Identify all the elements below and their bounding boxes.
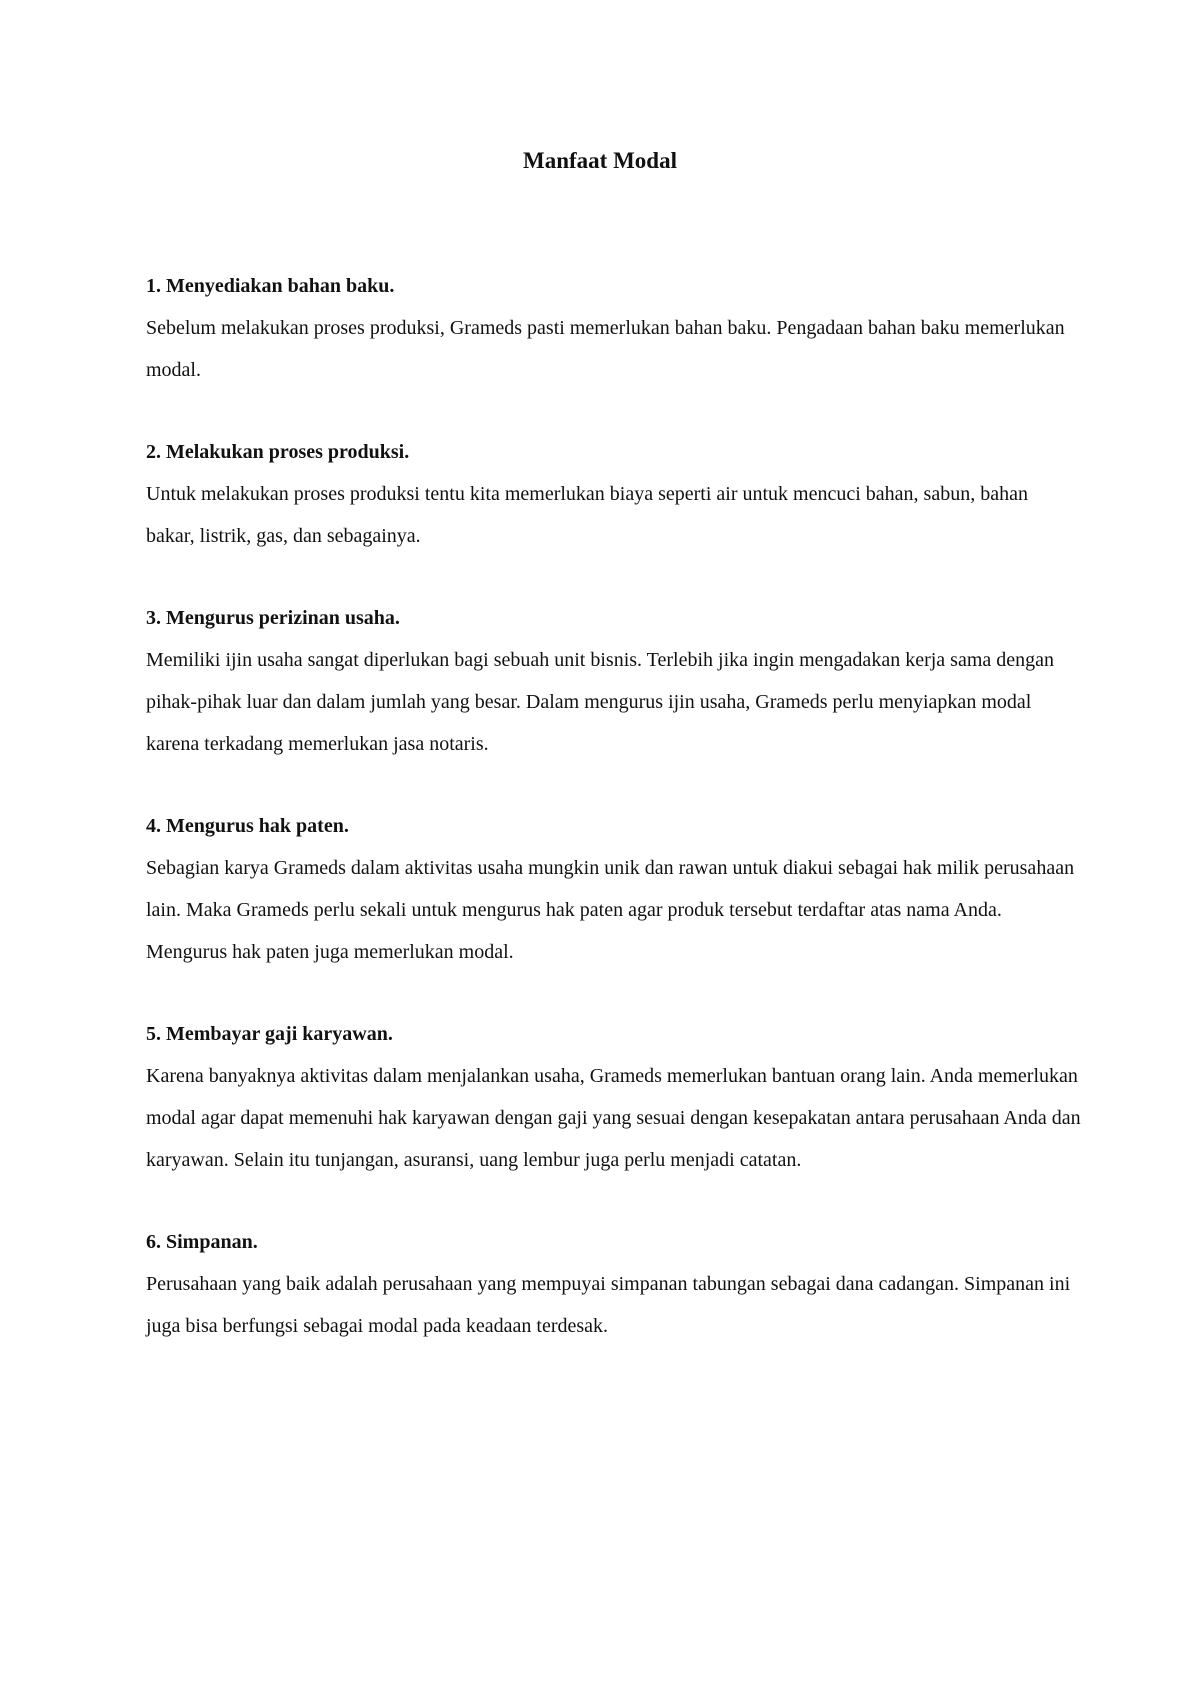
section-heading: [146, 1221, 1081, 1263]
section-body: Untuk melakukan proses produksi tentu kita memerlukan biaya seperti air untuk mencuci bahan, sabun, bahan bakar, listrik, gas, dan sebagainya.: [146, 483, 1028, 547]
section-heading-text: Mengurus perizinan usaha.: [166, 607, 400, 629]
section-number: 2.: [146, 441, 161, 463]
benefit-list: [146, 265, 1081, 1387]
section-heading-text: Simpanan.: [166, 1231, 258, 1253]
section-number: 1.: [146, 275, 161, 297]
section-body: Memiliki ijin usaha sangat diperlukan bagi sebuah unit bisnis. Terlebih jika ingin mengadakan kerja sama dengan pihak-pihak luar dan dalam jumlah yang besar. Dalam mengurus ijin usaha, Grameds perlu menyiapkan modal karena terkadang memerlukan jasa notaris.: [146, 649, 1055, 755]
benefit-section-4: [146, 805, 1081, 973]
section-body: Sebelum melakukan proses produksi, Grameds pasti memerlukan bahan baku. Pengadaan bahan baku memerlukan modal.: [146, 317, 1065, 381]
benefit-section-5: [146, 1013, 1081, 1181]
document-title: Manfaat Modal: [523, 148, 677, 173]
section-body: Karena banyaknya aktivitas dalam menjalankan usaha, Grameds memerlukan bantuan orang lain. Anda memerlukan modal agar dapat memenuhi hak karyawan dengan gaji yang sesuai dengan kesepakatan antara perusahaan Anda dan karyawan. Selain itu tunjangan, asuransi, uang lembur juga perlu menjadi catatan.: [146, 1065, 1081, 1171]
section-number: 4.: [146, 815, 161, 837]
section-heading-text: Melakukan proses produksi.: [166, 441, 410, 463]
section-heading: [146, 805, 1081, 847]
section-heading-text: Mengurus hak paten.: [166, 815, 349, 837]
benefit-section-6: [146, 1221, 1081, 1347]
benefit-section-3: [146, 597, 1081, 765]
section-heading: [146, 431, 1081, 473]
section-heading: [146, 597, 1081, 639]
section-heading: [146, 1013, 1081, 1055]
section-heading-text: Menyediakan bahan baku.: [166, 275, 395, 297]
section-body: Sebagian karya Grameds dalam aktivitas usaha mungkin unik dan rawan untuk diakui sebagai hak milik perusahaan lain. Maka Grameds perlu sekali untuk mengurus hak paten agar produk tersebut terdaftar atas nama Anda. Mengurus hak paten juga memerlukan modal.: [146, 857, 1075, 963]
section-number: 5.: [146, 1023, 161, 1045]
section-body: Perusahaan yang baik adalah perusahaan yang mempuyai simpanan tabungan sebagai dana cadangan. Simpanan ini juga bisa berfungsi sebagai modal pada keadaan terdesak.: [146, 1273, 1071, 1337]
benefit-section-2: [146, 431, 1081, 557]
section-heading: [146, 265, 1081, 307]
section-number: 3.: [146, 607, 161, 629]
section-heading-text: Membayar gaji karyawan.: [166, 1023, 393, 1045]
benefit-section-1: [146, 265, 1081, 391]
section-number: 6.: [146, 1231, 161, 1253]
